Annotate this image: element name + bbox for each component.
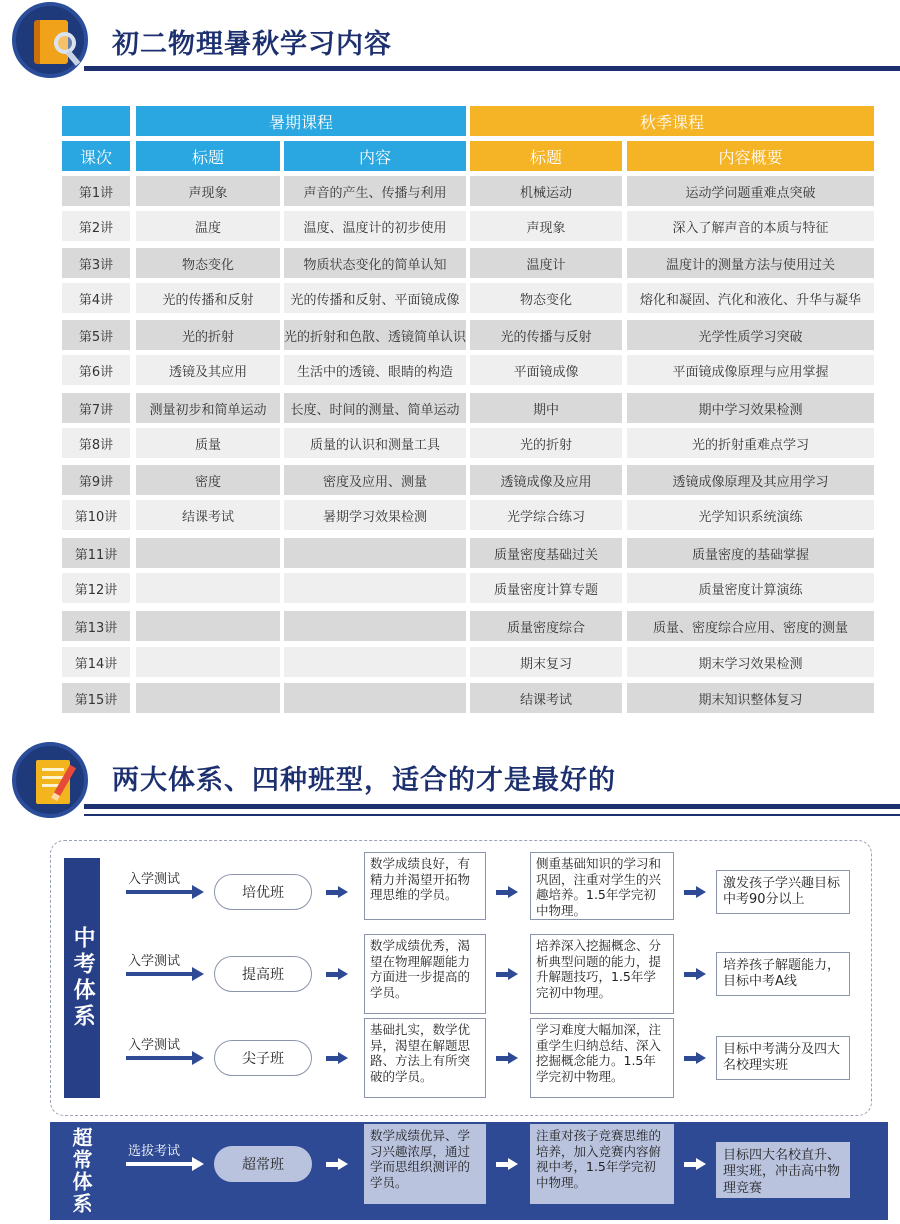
autumn-title-cell: 声现象 [470, 211, 622, 241]
target-students-box: 数学成绩良好，有精力并渴望开拓物理思维的学员。 [364, 852, 486, 920]
section-header-curriculum [0, 0, 900, 80]
arrow-icon [684, 967, 706, 981]
divider [84, 66, 900, 71]
summer-content-cell [284, 683, 466, 713]
goal-box: 培养孩子解题能力，目标中考A线 [716, 952, 850, 996]
summer-title-cell: 透镜及其应用 [136, 355, 280, 385]
autumn-summary-cell: 质量密度的基础掌握 [627, 538, 874, 568]
table-header-row [62, 141, 874, 171]
summer-title-cell: 质量 [136, 428, 280, 458]
table-row [62, 283, 874, 313]
summer-content-cell: 暑期学习效果检测 [284, 500, 466, 530]
arrow-icon [326, 1051, 348, 1065]
summer-content-cell: 声音的产生、传播与利用 [284, 176, 466, 206]
section-title-2: 两大体系、四种班型，适合的才是最好的 [112, 765, 616, 796]
column-header-summer-title: 标题 [136, 141, 280, 171]
lesson-cell: 第10讲 [62, 500, 130, 530]
section-header-systems [0, 736, 900, 826]
table-row [62, 211, 874, 241]
summer-content-cell [284, 538, 466, 568]
lesson-cell: 第2讲 [62, 211, 130, 241]
lesson-cell: 第8讲 [62, 428, 130, 458]
autumn-summary-cell: 期末知识整体复习 [627, 683, 874, 713]
summer-content-cell: 长度、时间的测量、简单运动 [284, 393, 466, 423]
autumn-title-cell: 质量密度综合 [470, 611, 622, 641]
summer-course-header: 暑期课程 [136, 106, 466, 136]
summer-content-cell [284, 573, 466, 603]
arrow-icon [126, 1056, 194, 1060]
arrow-icon [496, 967, 518, 981]
lesson-cell: 第15讲 [62, 683, 130, 713]
test-label: 入学测试 [128, 954, 181, 969]
arrow-icon [326, 885, 348, 899]
lesson-cell: 第13讲 [62, 611, 130, 641]
column-header-lesson: 课次 [62, 141, 130, 171]
arrow-icon [126, 890, 194, 894]
autumn-summary-cell: 光学性质学习突破 [627, 320, 874, 350]
arrow-icon [126, 1162, 194, 1166]
summer-title-cell [136, 538, 280, 568]
autumn-summary-cell: 透镜成像原理及其应用学习 [627, 465, 874, 495]
autumn-summary-cell: 温度计的测量方法与使用过关 [627, 248, 874, 278]
autumn-title-cell: 期末复习 [470, 647, 622, 677]
lesson-cell: 第3讲 [62, 248, 130, 278]
table-row [62, 573, 874, 603]
autumn-summary-cell: 光学知识系统演练 [627, 500, 874, 530]
autumn-course-header: 秋季课程 [470, 106, 874, 136]
column-header-autumn-title: 标题 [470, 141, 622, 171]
divider-2 [84, 804, 900, 809]
autumn-title-cell: 光的折射 [470, 428, 622, 458]
autumn-summary-cell: 质量密度计算演练 [627, 573, 874, 603]
summer-title-cell: 密度 [136, 465, 280, 495]
summer-title-cell: 物态变化 [136, 248, 280, 278]
autumn-summary-cell: 平面镜成像原理与应用掌握 [627, 355, 874, 385]
lesson-cell: 第9讲 [62, 465, 130, 495]
summer-title-cell: 声现象 [136, 176, 280, 206]
arrow-icon [684, 1157, 706, 1171]
section-title: 初二物理暑秋学习内容 [112, 29, 392, 60]
zhongkao-system-label: 中考体系 [64, 858, 100, 1098]
summer-content-cell: 质量的认识和测量工具 [284, 428, 466, 458]
divider-2-thin [84, 814, 900, 816]
class-type-pill: 培优班 [214, 874, 312, 910]
summer-title-cell: 光的传播和反射 [136, 283, 280, 313]
arrow-icon [496, 1051, 518, 1065]
summer-title-cell: 测量初步和简单运动 [136, 393, 280, 423]
summer-content-cell: 温度、温度计的初步使用 [284, 211, 466, 241]
lesson-cell: 第6讲 [62, 355, 130, 385]
autumn-summary-cell: 熔化和凝固、汽化和液化、升华与凝华 [627, 283, 874, 313]
target-students-box: 基础扎实，数学优异，渴望在解题思路、方法上有所突破的学员。 [364, 1018, 486, 1098]
arrow-icon [126, 972, 194, 976]
autumn-title-cell: 光学综合练习 [470, 500, 622, 530]
lesson-cell: 第11讲 [62, 538, 130, 568]
column-header-summer-content: 内容 [284, 141, 466, 171]
target-students-box: 数学成绩优异、学习兴趣浓厚，通过学而思组织测评的学员。 [364, 1124, 486, 1204]
autumn-summary-cell: 质量、密度综合应用、密度的测量 [627, 611, 874, 641]
course-focus-box: 培养深入挖掘概念、分析典型问题的能力，提升解题技巧，1.5年学完初中物理。 [530, 934, 674, 1014]
autumn-title-cell: 温度计 [470, 248, 622, 278]
autumn-title-cell: 期中 [470, 393, 622, 423]
autumn-title-cell: 质量密度基础过关 [470, 538, 622, 568]
test-label: 入学测试 [128, 872, 181, 887]
table-row [62, 320, 874, 350]
book-magnifier-icon [12, 2, 88, 78]
summer-title-cell [136, 611, 280, 641]
autumn-title-cell: 光的传播与反射 [470, 320, 622, 350]
course-focus-box: 注重对孩子竞赛思维的培养，加入竞赛内容俯视中考，1.5年学完初中物理。 [530, 1124, 674, 1204]
autumn-summary-cell: 期中学习效果检测 [627, 393, 874, 423]
goal-box: 目标四大名校直升、理实班，冲击高中物理竞赛 [716, 1142, 850, 1198]
column-header-autumn-summary: 内容概要 [627, 141, 874, 171]
table-row [62, 355, 874, 385]
table-row [62, 500, 874, 530]
table-row [62, 393, 874, 423]
summer-title-cell: 光的折射 [136, 320, 280, 350]
class-type-pill: 尖子班 [214, 1040, 312, 1076]
course-focus-box: 侧重基础知识的学习和巩固，注重对学生的兴趣培养。1.5年学完初中物理。 [530, 852, 674, 920]
lesson-cell: 第12讲 [62, 573, 130, 603]
class-type-pill: 提高班 [214, 956, 312, 992]
goal-box: 目标中考满分及四大名校理实班 [716, 1036, 850, 1080]
summer-title-cell [136, 573, 280, 603]
table-row [62, 428, 874, 458]
table-row [62, 465, 874, 495]
notebook-pencil-icon [12, 742, 88, 818]
test-label: 入学测试 [128, 1038, 181, 1053]
autumn-summary-cell: 期末学习效果检测 [627, 647, 874, 677]
table-row [62, 176, 874, 206]
table-row [62, 538, 874, 568]
summer-content-cell: 密度及应用、测量 [284, 465, 466, 495]
lesson-cell: 第5讲 [62, 320, 130, 350]
summer-title-cell: 温度 [136, 211, 280, 241]
arrow-icon [684, 1051, 706, 1065]
autumn-title-cell: 结课考试 [470, 683, 622, 713]
summer-title-cell: 结课考试 [136, 500, 280, 530]
arrow-icon [684, 885, 706, 899]
summer-title-cell [136, 647, 280, 677]
lesson-cell: 第4讲 [62, 283, 130, 313]
arrow-icon [496, 1157, 518, 1171]
target-students-box: 数学成绩优秀，渴望在物理解题能力方面进一步提高的学员。 [364, 934, 486, 1014]
class-type-pill: 超常班 [214, 1146, 312, 1182]
table-row [62, 683, 874, 713]
arrow-icon [326, 967, 348, 981]
autumn-summary-cell: 运动学问题重难点突破 [627, 176, 874, 206]
autumn-title-cell: 质量密度计算专题 [470, 573, 622, 603]
autumn-title-cell: 平面镜成像 [470, 355, 622, 385]
summer-content-cell: 物质状态变化的简单认知 [284, 248, 466, 278]
table-header-group-row [62, 106, 874, 136]
autumn-title-cell: 透镜成像及应用 [470, 465, 622, 495]
test-label: 选拔考试 [128, 1144, 181, 1159]
goal-box: 激发孩子学兴趣目标中考90分以上 [716, 870, 850, 914]
autumn-title-cell: 机械运动 [470, 176, 622, 206]
summer-content-cell: 生活中的透镜、眼睛的构造 [284, 355, 466, 385]
arrow-icon [326, 1157, 348, 1171]
header-blank [62, 106, 130, 136]
lesson-cell: 第1讲 [62, 176, 130, 206]
summer-content-cell: 光的折射和色散、透镜简单认识 [284, 320, 466, 350]
course-focus-box: 学习难度大幅加深，注重学生归纳总结、深入挖掘概念能力。1.5年学完初中物理。 [530, 1018, 674, 1098]
summer-title-cell [136, 683, 280, 713]
arrow-icon [496, 885, 518, 899]
lesson-cell: 第14讲 [62, 647, 130, 677]
lesson-cell: 第7讲 [62, 393, 130, 423]
summer-content-cell [284, 647, 466, 677]
summer-content-cell [284, 611, 466, 641]
autumn-title-cell: 物态变化 [470, 283, 622, 313]
table-row [62, 647, 874, 677]
table-row [62, 248, 874, 278]
summer-content-cell: 光的传播和反射、平面镜成像 [284, 283, 466, 313]
autumn-summary-cell: 深入了解声音的本质与特征 [627, 211, 874, 241]
autumn-summary-cell: 光的折射重难点学习 [627, 428, 874, 458]
chaochang-system-label: 超常体系 [69, 1127, 93, 1215]
table-row [62, 611, 874, 641]
